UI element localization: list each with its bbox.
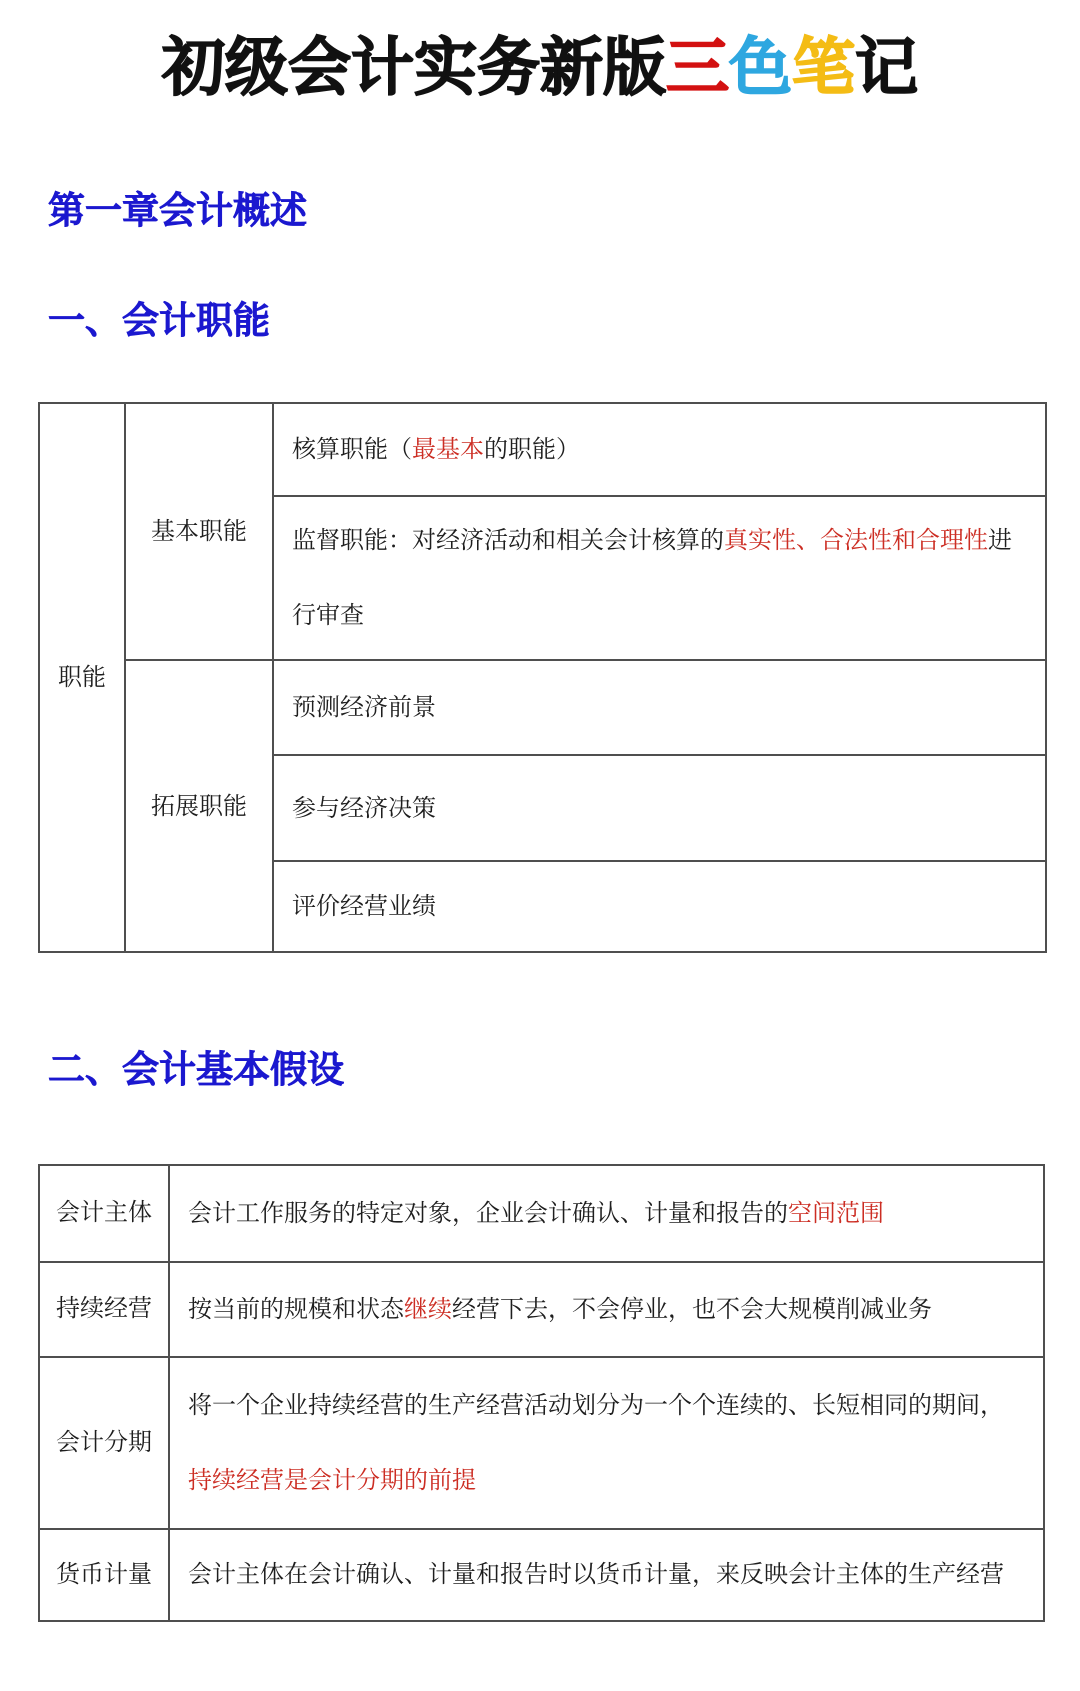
- label-accounting-entity: 会计主体: [39, 1165, 169, 1262]
- group-label-extended-functions: 拓展职能: [125, 660, 273, 952]
- section-heading-functions: 一、会计职能: [48, 300, 270, 342]
- functions-table: [38, 402, 1047, 953]
- section-heading-assumptions: 二、会计基本假设: [48, 1049, 344, 1091]
- cell-accounting-entity: 会计工作服务的特定对象，企业会计确认、计量和报告的空间范围: [169, 1165, 1044, 1262]
- label-going-concern: 持续经营: [39, 1262, 169, 1357]
- cell-monetary-measurement: 会计主体在会计确认、计量和报告时以货币计量，来反映会计主体的生产经营: [169, 1529, 1044, 1621]
- cell-accounting-period: 将一个企业持续经营的生产经营活动划分为一个个连续的、长短相同的期间， 持续经营是会计分期的前提: [169, 1357, 1044, 1529]
- group-label-basic-functions: 基本职能: [125, 403, 273, 660]
- cell-participate-decisions: 参与经济决策: [273, 755, 1046, 861]
- chapter-heading: 第一章会计概述: [48, 189, 307, 231]
- page-title: 初级会计实务新版三色笔记: [162, 33, 918, 103]
- assumptions-table: [38, 1164, 1045, 1622]
- label-accounting-period: 会计分期: [39, 1357, 169, 1529]
- cell-accounting-function: 核算职能（最基本的职能）: [273, 403, 1046, 496]
- cell-evaluate-performance: 评价经营业绩: [273, 861, 1046, 952]
- cell-supervision-function: 监督职能：对经济活动和相关会计核算的真实性、合法性和合理性进 行审查: [273, 496, 1046, 660]
- cell-going-concern: 按当前的规模和状态继续经营下去，不会停业，也不会大规模削减业务: [169, 1262, 1044, 1357]
- cell-forecast-economy: 预测经济前景: [273, 660, 1046, 755]
- functions-row-label: 职能: [39, 403, 125, 952]
- label-monetary-measurement: 货币计量: [39, 1529, 169, 1621]
